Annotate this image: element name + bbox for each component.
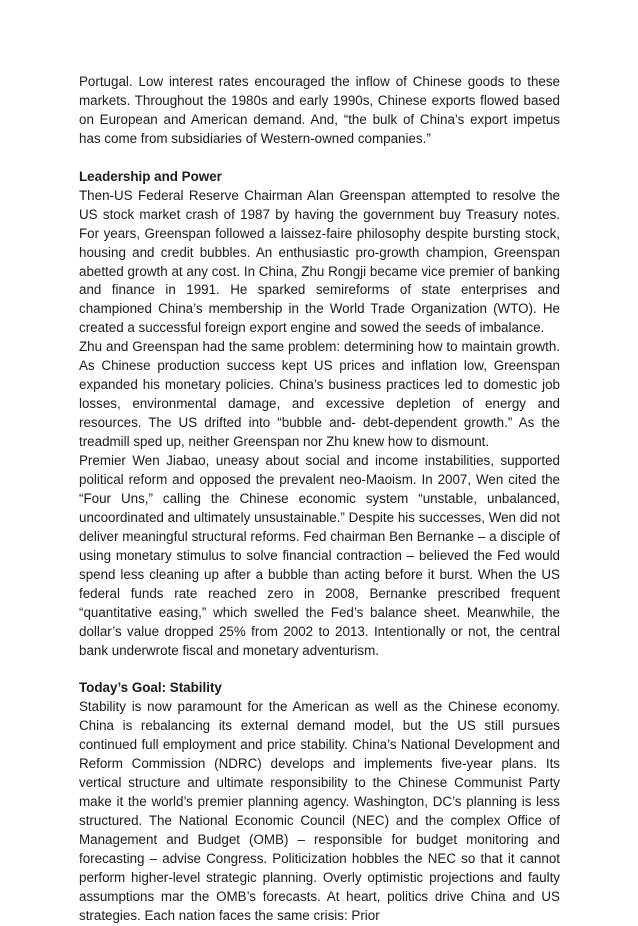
document-page <box>79 73 560 926</box>
section-heading-stability: Today’s Goal: Stability <box>79 680 222 696</box>
intro-paragraph: Portugal. Low interest rates encouraged the inflow of Chinese goods to these markets. Throughout the 1980s and early 1990s, Chinese exports flowed based on European and American demand. And, “the bulk of China’s export impetus has come from subsidiaries of Western-owned companies.” <box>79 74 560 146</box>
section1-paragraph-1: Then-US Federal Reserve Chairman Alan Greenspan attempted to resolve the US stock market crash of 1987 by having the government buy Treasury notes. For years, Greenspan followed a laissez-faire philosophy despite bursting stock, housing and credit bubbles. An enthusiastic pro-growth champion, Greenspan abetted growth at any cost. In China, Zhu Rongji became vice premier of banking and finance in 1991. He sparked semireforms of state enterprises and championed China’s membership in the World Trade Organization (WTO). He created a successful foreign export engine and sowed the seeds of imbalance. <box>79 187 560 336</box>
section-heading-leadership: Leadership and Power <box>79 168 222 184</box>
section1-paragraph-2: Zhu and Greenspan had the same problem: determining how to maintain growth. As Chinese production success kept US prices and inflation low, Greenspan expanded his monetary policies. China’s business practices led to domestic job losses, environmental damage, and excessive depletion of energy and resources. The US drifted into “bubble and- debt-dependent growth.” As the treadmill sped up, neither Greenspan nor Zhu knew how to dismount. <box>79 339 560 450</box>
section1-paragraph-3: Premier Wen Jiabao, uneasy about social and income instabilities, supported political reform and opposed the prevalent neo-Maoism. In 2007, Wen cited the “Four Uns,” calling the Chinese economic system “unstable, unbalanced, uncoordinated and ultimately unsustainable.” Despite his successes, Wen did not deliver meaningful structural reforms. Fed chairman Ben Bernanke – a disciple of using monetary stimulus to solve financial contraction – believed the Fed would spend less cleaning up after a bubble than acting before it burst. When the US federal funds rate reached zero in 2008, Bernanke prescribed frequent “quantitative easing,” which swelled the Fed’s balance sheet. Meanwhile, the dollar’s value dropped 25% from 2002 to 2013. Intentionally or not, the central bank underwrote fiscal and monetary adventurism. <box>79 453 560 658</box>
section2-paragraph-1: Stability is now paramount for the American as well as the Chinese economy. China is rebalancing its external demand model, but the US still pursues continued full employment and price stability. China’s National Development and Reform Commission (NDRC) develops and implements five-year plans. Its vertical structure and ultimate responsibility to the Chinese Communist Party make it the world’s premier planning agency. Washington, DC’s planning is less structured. The National Economic Council (NEC) and the complex Office of Management and Budget (OMB) – responsible for budget monitoring and forecasting – advise Congress. Politicization hobbles the NEC so that it cannot perform higher-level strategic planning. Overly optimistic projections and faulty assumptions mar the OMB’s forecasts. At heart, politics drive China and US strategies. Each nation faces the same crisis: Prior <box>79 699 560 923</box>
